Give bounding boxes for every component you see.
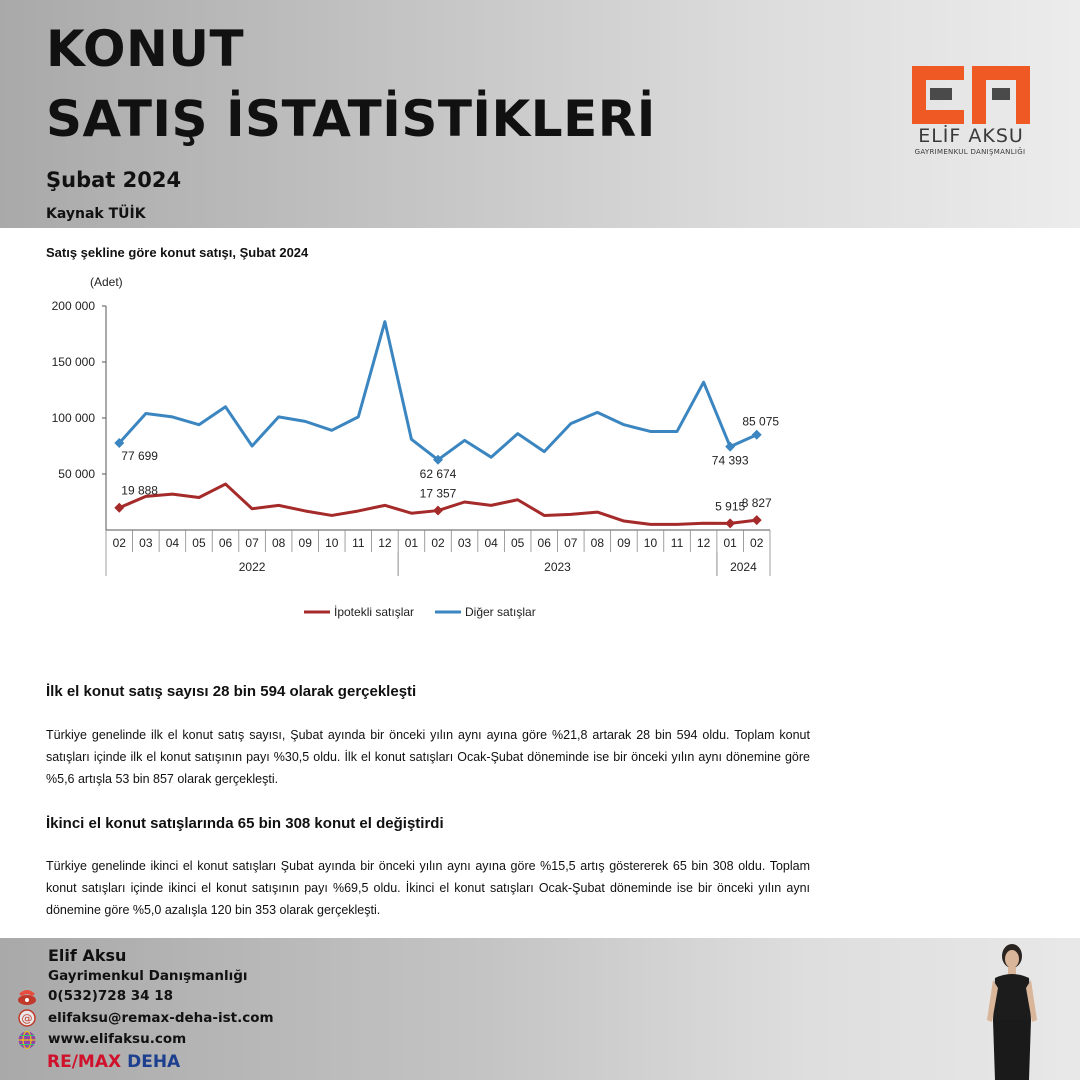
x-tick-label: 02: [112, 536, 126, 550]
y-tick-label: 100 000: [51, 411, 95, 425]
x-tick-label: 12: [378, 536, 392, 550]
x-tick-label: 04: [484, 536, 498, 550]
brand-logo-icon: [900, 62, 1040, 162]
phone-number[interactable]: 0(532)728 34 18: [48, 988, 174, 1004]
x-tick-label: 06: [537, 536, 551, 550]
phone-icon: [16, 986, 38, 1006]
x-tick-label: 11: [352, 536, 365, 550]
agent-photo: [965, 940, 1055, 1080]
x-tick-label: 03: [457, 536, 472, 550]
x-tick-label: 05: [511, 536, 525, 550]
data-point-marker: [752, 430, 762, 440]
source-label: Kaynak TÜİK: [46, 206, 146, 222]
x-tick-label: 07: [564, 536, 578, 550]
y-tick-label: 150 000: [51, 355, 95, 369]
data-label: 77 699: [121, 448, 158, 463]
data-point-marker: [114, 503, 124, 513]
logo-name: ELİF AKSU: [918, 125, 1024, 147]
x-tick-label: 10: [643, 536, 658, 550]
email-icon: [16, 1008, 38, 1028]
x-tick-label: 01: [723, 536, 737, 550]
globe-icon: [16, 1030, 38, 1050]
x-tick-label: 03: [139, 536, 153, 550]
x-tick-label: 09: [298, 536, 312, 550]
data-label: 19 888: [121, 483, 158, 498]
year-group-label: 2022: [238, 560, 266, 574]
data-label: 62 674: [419, 466, 457, 481]
x-tick-label: 11: [670, 536, 684, 550]
series-line-2: [119, 322, 756, 460]
y-tick-label: 50 000: [58, 467, 95, 481]
data-label: 74 393: [711, 453, 749, 468]
x-tick-label: 02: [750, 536, 764, 550]
agent-name: Elif Aksu: [48, 946, 127, 965]
email-address[interactable]: elifaksu@remax-deha-ist.com: [48, 1010, 274, 1026]
data-label: 5 915: [715, 499, 746, 514]
x-tick-label: 10: [325, 536, 339, 550]
x-tick-label: 04: [165, 536, 180, 550]
page-title-line2: SATIŞ İSTATİSTİKLERİ: [46, 90, 656, 148]
section2-paragraph: Türkiye genelinde ikinci el konut satışları Şubat ayında bir önceki yılın aynı ayına göre %15,5 artış göstererek 65 bin 308 oldu. Toplam konut satışları içinde ikinci el konut satışının payı %69,5 oldu. İkinci el konut satışları Ocak-Şubat döneminde ise bir önceki yılın aynı dönemine göre %5,0 azalışla 120 bin 353 olarak gerçekleşti.: [46, 859, 810, 917]
page-title-line1: KONUT: [46, 20, 245, 78]
chart-title: Satış şekline göre konut satışı, Şubat 2024: [46, 245, 309, 260]
line-chart: [0, 268, 820, 628]
section2-title: İkinci el konut satışlarında 65 bin 308 konut el değiştirdi: [46, 815, 444, 832]
year-group-label: 2024: [730, 560, 757, 574]
section1-title: İlk el konut satış sayısı 28 bin 594 olarak gerçekleşti: [46, 683, 417, 700]
data-label: 85 075: [742, 414, 780, 429]
x-tick-label: 12: [696, 536, 711, 550]
x-tick-label: 07: [245, 536, 259, 550]
section1-paragraph: Türkiye genelinde ilk el konut satış sayısı, Şubat ayında bir önceki yılın aynı ayına göre %21,8 artarak 28 bin 594 oldu. Toplam konut satışları içinde ilk el konut satışının payı %30,5 oldu. İlk el konut satışları Ocak-Şubat döneminde ise bir önceki yılın aynı dönemine göre %5,6 artışla 53 bin 857 olarak gerçekleşti.: [46, 728, 810, 786]
y-tick-label: 200 000: [51, 299, 95, 313]
x-tick-label: 08: [271, 536, 286, 550]
data-point-marker: [725, 442, 735, 452]
x-tick-label: 01: [404, 536, 419, 550]
data-point-marker: [433, 506, 443, 516]
x-tick-label: 06: [218, 536, 233, 550]
x-tick-label: 08: [590, 536, 605, 550]
agent-role: Gayrimenkul Danışmanlığı: [48, 968, 248, 984]
x-tick-label: 02: [431, 536, 445, 550]
data-point-marker: [752, 515, 762, 525]
data-label: 8 827: [741, 496, 772, 511]
page-subtitle: Şubat 2024: [46, 168, 182, 192]
x-tick-label: 05: [192, 536, 206, 550]
legend-label: İpotekli satışlar: [334, 605, 415, 619]
data-label: 17 357: [419, 486, 457, 501]
legend-label: Diğer satışlar: [465, 605, 536, 619]
y-axis-label: (Adet): [90, 275, 123, 289]
x-tick-label: 09: [617, 536, 631, 550]
brand-remax-part2: DEHA: [127, 1052, 181, 1072]
website-link[interactable]: www.elifaksu.com: [48, 1031, 187, 1047]
year-group-label: 2023: [544, 560, 571, 574]
brand-remax-part1: RE/MAX: [47, 1052, 122, 1072]
brand-remax: [47, 1052, 180, 1072]
logo-subtitle: GAYRIMENKUL DANIŞMANLIĞI: [914, 148, 1026, 156]
data-point-marker: [725, 518, 735, 528]
svg-text:@: @: [21, 1012, 33, 1025]
